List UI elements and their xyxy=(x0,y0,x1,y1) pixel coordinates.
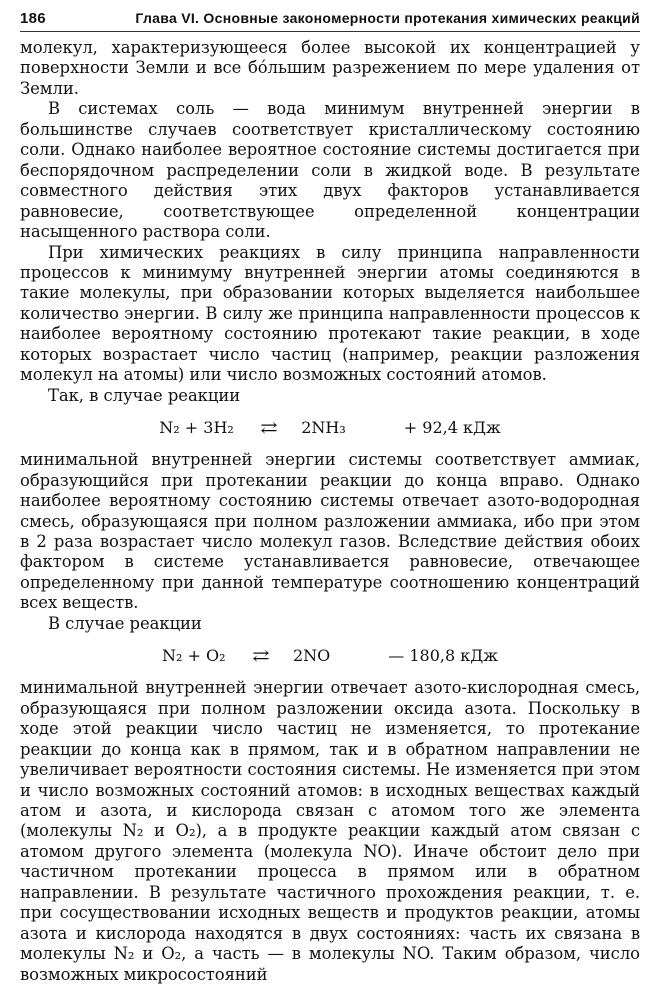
equation-no-right: 2NO xyxy=(292,646,331,666)
paragraph-2: В системах соль — вода минимум внутренней энергии в большинстве случаев соответствует кристаллическому состоянию соли. Однако наиболее вероятное состояние системы достигается при беспорядочном распределении соли в жидкой воде. В результате совместного действия этих двух факторов устанавливается равновесие, соответствующее определенной концентрации насыщенного раствора соли. xyxy=(20,99,640,242)
book-page xyxy=(20,6,640,994)
equilibrium-arrow-icon: ⇄ xyxy=(251,646,267,666)
paragraph-5: минимальной внутренней энергии системы соответствует аммиак, образующийся при протекании реакции до конца вправо. Однако наиболее вероятному состоянию системы отвечает азото-водородная смесь, образующаяся при полном разложении аммиака, ибо при этом в 2 раза возрастает число молекул газов. Вследствие действия обоих фактором в системе устанавливается равновесие, отвечающее определенному при данной температуре соотношению концентраций всех веществ. xyxy=(20,450,640,613)
equation-no-left: N₂ + O₂ xyxy=(162,646,226,666)
equation-ammonia-right: 2NH₃ xyxy=(301,418,346,438)
body-text xyxy=(20,38,640,985)
equation-ammonia xyxy=(20,406,640,450)
paragraph-4: Так, в случае реакции xyxy=(48,385,241,405)
equilibrium-arrow-icon: ⇄ xyxy=(260,418,275,438)
page-number: 186 xyxy=(20,10,46,27)
equation-nitric-oxide xyxy=(20,634,640,678)
paragraph-7: минимальной внутренней энергии отвечает азото-кислородная смесь, образующаяся при полном разложении оксида азота. Поскольку в ходе этой реакции число частиц не изменяется, то протекание реакции до конца как в прямом, так и в обратном направлении не увеличивает вероятности состояния системы. Не изменяется при этом и число возможных состояний атомов: в исходных веществах каждый атом и азота, и кислорода связан с атомом того же элемента (молекулы N₂ и O₂), а в продукте реакции каждый атом связан с атомом другого элемента (молекула NO). Иначе обстоит дело при частичном протекании процесса в прямом или в обратном направлении. В результате частичного прохождения реакции, т. е. при сосуществовании исходных веществ и продуктов реакции, атомы азота и кислорода находятся в двух состояниях: часть их связана в молекулы N₂ и O₂, а часть — в молекулы NO. Таким образом, число возможных микросостояний xyxy=(20,678,640,984)
equation-ammonia-heat: + 92,4 кДж xyxy=(403,418,501,438)
page-header xyxy=(20,6,640,32)
paragraph-6: В случае реакции xyxy=(48,613,202,633)
equation-ammonia-left: N₂ + 3H₂ xyxy=(159,418,234,438)
paragraph-3: При химических реакциях в силу принципа направленности процессов к минимуму внутренней энергии атомы соединяются в такие молекулы, при образовании которых выделяется наибольшее количество энергии. В силу же принципа направленности процессов к наиболее вероятному состоянию протекают такие реакции, в ходе которых возрастает число частиц (например, реакции разложения молекул на атомы) или число возможных состояний атомов. xyxy=(20,242,640,385)
running-title: Глава VI. Основные закономерности протекания химических реакций xyxy=(135,10,640,26)
equation-no-heat: — 180,8 кДж xyxy=(388,646,498,666)
paragraph-1: молекул, характеризующееся более высокой их концентрацией у поверхности Земли и все бо́льшим разрежением по мере удаления от Земли. xyxy=(20,38,640,98)
